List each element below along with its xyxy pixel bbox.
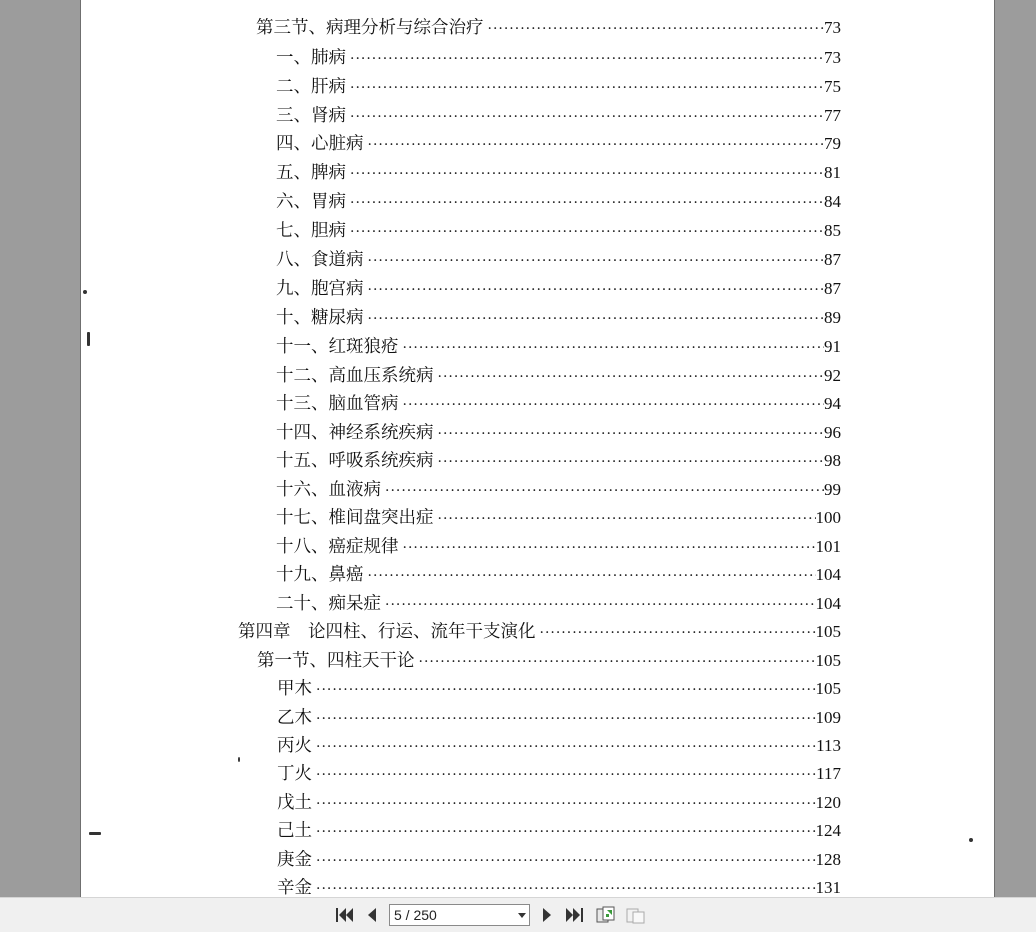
toc-entry-page: 99 [824, 480, 841, 499]
toc-entry[interactable] [276, 449, 841, 473]
two-page-button[interactable] [624, 905, 648, 925]
toc-leader-dots [438, 507, 816, 531]
toc-entry[interactable] [256, 16, 841, 40]
toc-entry-page: 81 [824, 163, 841, 182]
toc-entry[interactable] [276, 161, 841, 185]
toc-entry-page: 124 [815, 821, 841, 840]
toc-entry-page: 109 [815, 708, 841, 727]
toc-entry[interactable] [276, 306, 841, 330]
scan-speck [238, 757, 240, 762]
toc-entry-page: 91 [824, 337, 841, 356]
toc-entry-title: 一、肺病 [276, 48, 346, 68]
toc-entry-page: 89 [824, 308, 841, 327]
toc-leader-dots [385, 479, 824, 503]
toc-entry-title: 二、肝病 [276, 77, 346, 97]
toc-entry-page: 94 [824, 394, 841, 413]
toc-entry-page: 105 [815, 651, 841, 670]
toc-leader-dots [368, 249, 825, 273]
toc-entry-title: 丙火 [277, 736, 312, 756]
next-page-button[interactable] [536, 905, 558, 925]
toc-entry-page: 87 [824, 279, 841, 298]
toc-entry[interactable] [277, 734, 841, 758]
toc-entry[interactable] [276, 506, 841, 530]
toc-leader-dots [403, 393, 825, 417]
toc-entry[interactable] [276, 421, 841, 445]
toc-entry[interactable] [276, 190, 841, 214]
toc-entry-page: 84 [824, 192, 841, 211]
toc-entry-page: 105 [815, 679, 841, 698]
toc-entry-page: 85 [824, 221, 841, 240]
toc-entry[interactable] [277, 819, 841, 843]
toc-entry[interactable] [276, 392, 841, 416]
toc-entry[interactable] [277, 876, 841, 897]
toc-entry-page: 101 [815, 537, 841, 556]
toc-entry-chapter[interactable] [238, 620, 841, 644]
toc-entry-page: 79 [824, 134, 841, 153]
toc-entry[interactable] [276, 478, 841, 502]
toc-entry[interactable] [276, 592, 841, 616]
toc-entry-title: 九、胞宫病 [276, 279, 364, 299]
toc-entry-page: 73 [824, 18, 841, 37]
toc-entry[interactable] [276, 219, 841, 243]
toc-entry-title: 十二、高血压系统病 [276, 366, 434, 386]
toc-leader-dots [438, 365, 825, 389]
toc-entry-title: 辛金 [277, 878, 312, 897]
toc-entry-title: 三、肾病 [276, 106, 346, 126]
prev-page-icon [365, 906, 379, 924]
toc-entry-section[interactable] [257, 649, 841, 673]
toc-entry[interactable] [276, 277, 841, 301]
toc-entry[interactable] [276, 104, 841, 128]
toc-entry-page: 128 [815, 850, 841, 869]
toc-entry-title: 八、食道病 [276, 250, 364, 270]
toc-leader-dots [316, 849, 816, 873]
toc-entry-title: 五、脾病 [276, 163, 346, 183]
toc-entry-title: 庚金 [277, 850, 312, 870]
toc-leader-dots [403, 536, 816, 560]
toc-entry-title: 十五、呼吸系统疾病 [276, 451, 434, 471]
toc-entry-title: 乙木 [277, 708, 312, 728]
toc-entry-title: 第四章 论四柱、行运、流年干支演化 [238, 622, 536, 642]
toc-leader-dots [316, 877, 816, 897]
toc-entry[interactable] [276, 248, 841, 272]
toc-leader-dots [316, 735, 816, 759]
toc-entry-page: 77 [824, 106, 841, 125]
toc-entry-page: 92 [824, 366, 841, 385]
toc-entry-title: 十一、红斑狼疮 [276, 337, 399, 357]
toc-leader-dots [350, 47, 824, 71]
toc-entry-title: 二十、痴呆症 [276, 594, 381, 614]
toc-leader-dots [350, 162, 824, 186]
toc-leader-dots [438, 422, 825, 446]
toc-entry-title: 十六、血液病 [276, 480, 381, 500]
navigation-toolbar [0, 897, 1036, 932]
toc-entry[interactable] [276, 364, 841, 388]
document-page [80, 0, 995, 897]
previous-page-button[interactable] [361, 905, 383, 925]
toc-leader-dots [403, 336, 825, 360]
page-indicator: 5 / 250 [394, 907, 437, 923]
toc-entry-page: 96 [824, 423, 841, 442]
toc-leader-dots [385, 593, 816, 617]
toc-leader-dots [368, 133, 825, 157]
toc-entry-page: 87 [824, 250, 841, 269]
toc-entry-page: 73 [824, 48, 841, 67]
two-page-icon [625, 905, 647, 925]
toc-entry-title: 十四、神经系统疾病 [276, 423, 434, 443]
toc-entry-title: 十八、癌症规律 [276, 537, 399, 557]
toc-entry-page: 117 [816, 764, 841, 783]
toc-leader-dots [350, 76, 824, 100]
toc-entry[interactable] [276, 75, 841, 99]
toc-entry[interactable] [277, 848, 841, 872]
chevron-down-icon [515, 913, 529, 918]
toc-entry[interactable] [276, 535, 841, 559]
toc-entry-title: 丁火 [277, 764, 312, 784]
toc-entry-title: 四、心脏病 [276, 134, 364, 154]
toc-entry-page: 75 [824, 77, 841, 96]
scan-speck [969, 838, 973, 842]
toc-leader-dots [488, 17, 825, 41]
toc-entry-page: 104 [815, 594, 841, 613]
toc-leader-dots [316, 678, 816, 702]
toc-entry-title: 十三、脑血管病 [276, 394, 399, 414]
toc-entry-title: 七、胆病 [276, 221, 346, 241]
toc-entry-title: 第一节、四柱天干论 [257, 651, 415, 671]
toc-entry-title: 甲木 [277, 679, 312, 699]
first-page-button[interactable] [333, 905, 355, 925]
toc-entry[interactable] [276, 132, 841, 156]
toc-entry-title: 第三节、病理分析与综合治疗 [256, 18, 484, 38]
last-page-icon [565, 906, 585, 924]
toc-entry[interactable] [277, 706, 841, 730]
toc-entry[interactable] [276, 335, 841, 359]
toc-leader-dots [368, 307, 825, 331]
toc-leader-dots [368, 564, 816, 588]
last-page-button[interactable] [564, 905, 586, 925]
fit-page-icon [595, 905, 617, 925]
next-page-icon [540, 906, 554, 924]
toc-leader-dots [316, 820, 816, 844]
toc-entry-page: 104 [815, 565, 841, 584]
toc-entry[interactable] [277, 677, 841, 701]
toc-leader-dots [540, 621, 816, 645]
toc-entry-page: 120 [815, 793, 841, 812]
toc-entry-title: 十七、椎间盘突出症 [276, 508, 434, 528]
scan-speck [89, 832, 101, 835]
scan-speck [87, 332, 90, 346]
page-number-select[interactable] [389, 904, 530, 926]
toc-entry-title: 十、糖尿病 [276, 308, 364, 328]
toc-entry-page: 105 [815, 622, 841, 641]
scan-speck [83, 290, 87, 294]
toc-leader-dots [368, 278, 825, 302]
toc-entry[interactable] [276, 563, 841, 587]
toc-entry-title: 六、胃病 [276, 192, 346, 212]
toc-entry-title: 戊土 [277, 793, 312, 813]
toc-entry[interactable] [277, 762, 841, 786]
toc-leader-dots [316, 792, 816, 816]
toc-leader-dots [350, 191, 824, 215]
toc-entry-page: 131 [815, 878, 841, 897]
toc-entry-title: 己土 [277, 821, 312, 841]
toc-entry-page: 100 [815, 508, 841, 527]
toc-entry[interactable] [277, 791, 841, 815]
first-page-icon [334, 906, 354, 924]
toc-leader-dots [350, 105, 824, 129]
toc-leader-dots [350, 220, 824, 244]
toc-entry-page: 113 [816, 736, 841, 755]
toc-entry-page: 98 [824, 451, 841, 470]
fit-page-button[interactable] [594, 905, 618, 925]
toc-entry[interactable] [276, 46, 841, 70]
toc-leader-dots [316, 707, 816, 731]
toc-leader-dots [316, 763, 816, 787]
toc-leader-dots [438, 450, 825, 474]
toc-leader-dots [419, 650, 816, 674]
toc-entry-title: 十九、鼻癌 [276, 565, 364, 585]
